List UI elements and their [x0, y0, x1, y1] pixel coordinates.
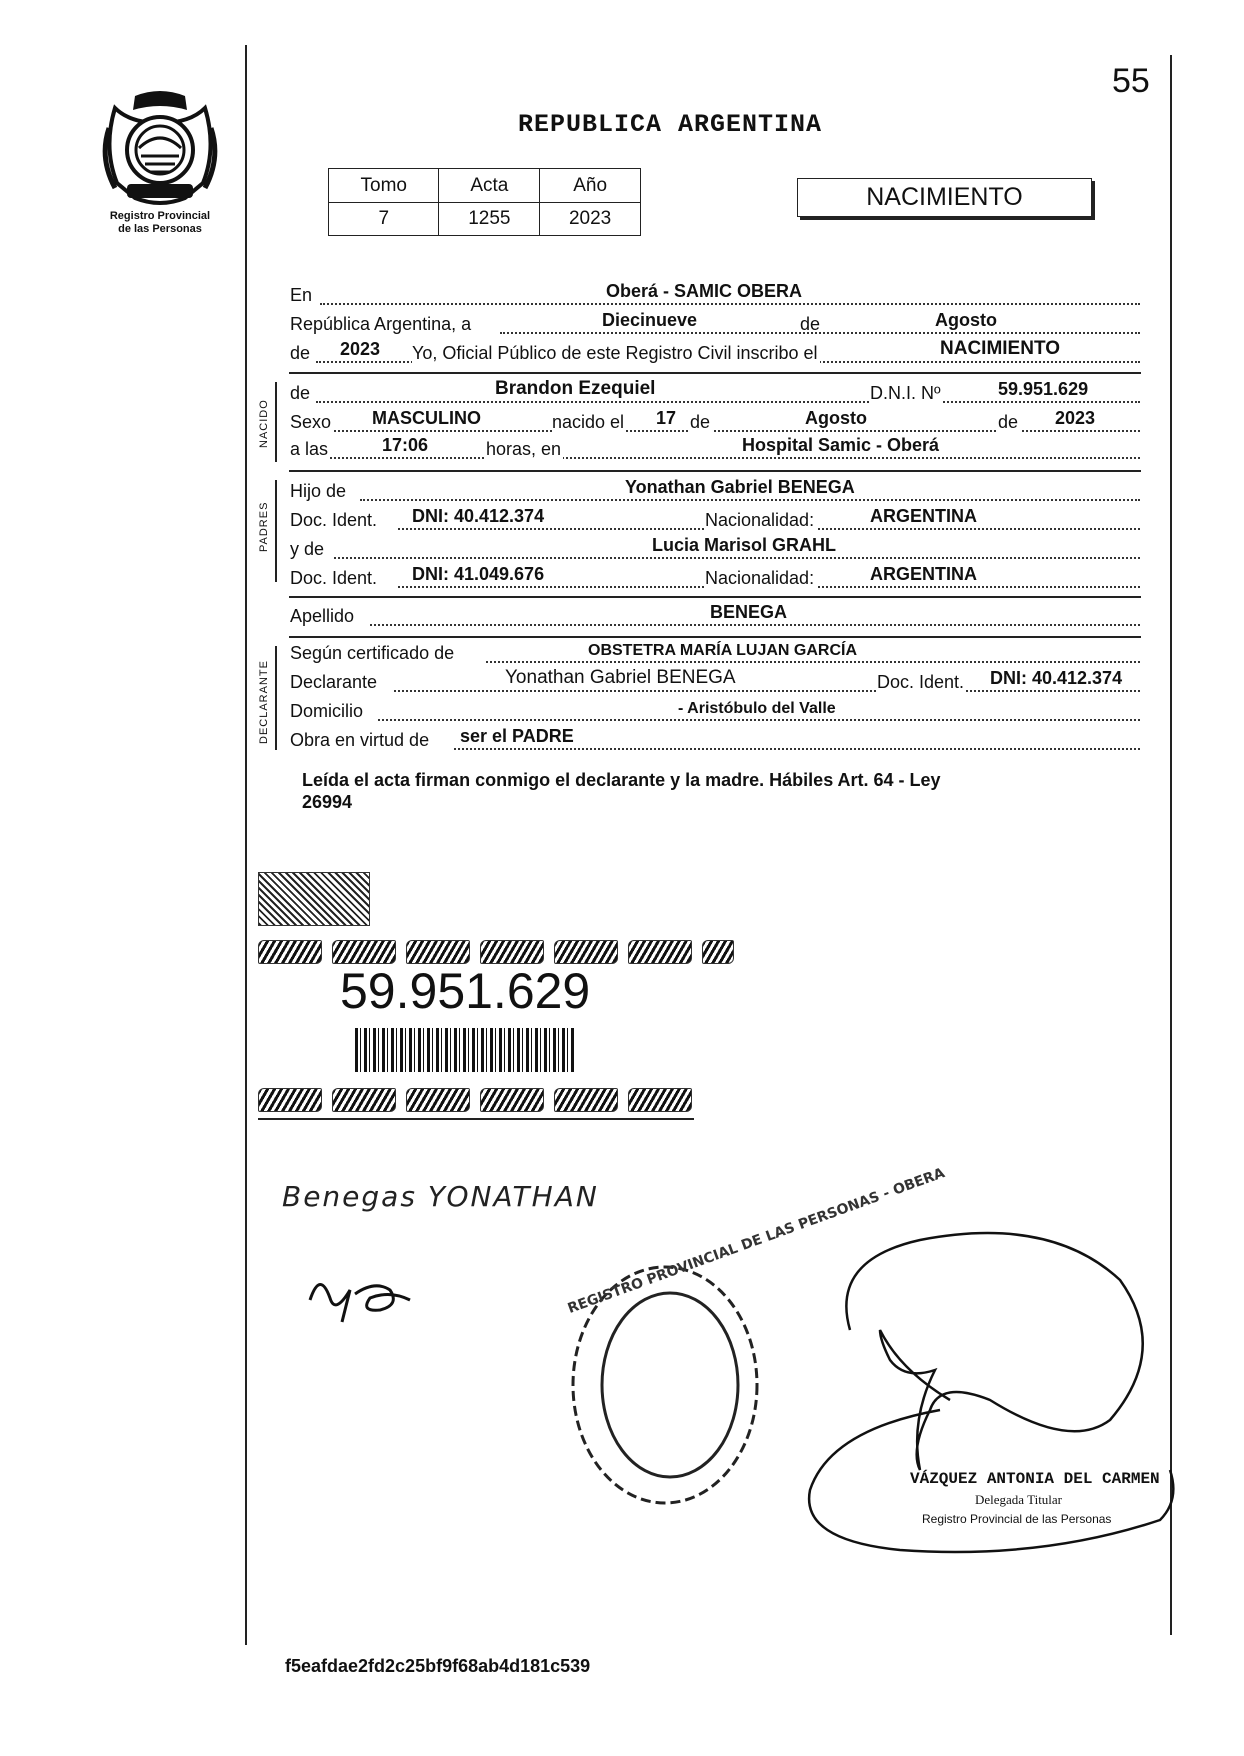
row-domicilio — [290, 698, 1140, 724]
left-margin-line — [245, 45, 247, 1645]
registry-seal — [95, 88, 225, 248]
section-divider-2 — [289, 470, 1141, 472]
value-apellido: BENEGA — [710, 602, 788, 622]
value-domicilio: - Aristóbulo del Valle — [678, 700, 836, 717]
row-father — [290, 478, 1140, 504]
table-value-anio: 2023 — [540, 203, 641, 236]
value-obra: ser el PADRE — [460, 726, 574, 746]
hologram-patch — [258, 872, 370, 926]
row-date — [290, 311, 1140, 337]
label-declarante: Declarante — [290, 672, 378, 692]
row-mother — [290, 536, 1140, 562]
label-declarante-doc: Doc. Ident. — [877, 672, 965, 692]
declarant-signature-icon — [300, 1260, 440, 1330]
label-a-las: a las — [290, 439, 329, 459]
label-horas-en: horas, en — [486, 439, 562, 459]
value-certificado: OBSTETRA MARÍA LUJAN GARCÍA — [588, 642, 858, 659]
table-header-tomo: Tomo — [329, 169, 439, 203]
row-mother-doc — [290, 565, 1140, 591]
label-dni: D.N.I. Nº — [870, 383, 941, 403]
label-obra: Obra en virtud de — [290, 730, 430, 750]
label-mother-nationality: Nacionalidad: — [705, 568, 815, 588]
document-title: REPUBLICA ARGENTINA — [518, 110, 823, 139]
registry-table — [328, 168, 641, 236]
row-certificado — [290, 640, 1140, 666]
row-declarante — [290, 669, 1140, 695]
section-divider-1 — [289, 372, 1141, 374]
label-father-doc: Doc. Ident. — [290, 510, 378, 530]
section-bracket-declarante — [275, 646, 277, 750]
sticker-baseline — [258, 1118, 694, 1120]
act-type-label: NACIMIENTO — [866, 183, 1023, 211]
label-birth-de-2: de — [998, 412, 1019, 432]
table-header-acta: Acta — [439, 169, 540, 203]
label-apellido: Apellido — [290, 606, 355, 626]
seal-caption-line2: de las Personas — [118, 223, 202, 235]
label-mother-doc: Doc. Ident. — [290, 568, 378, 588]
row-apellido — [290, 603, 1140, 629]
label-birth-de: de — [690, 412, 711, 432]
label-sexo: Sexo — [290, 412, 332, 432]
value-child-dni: 59.951.629 — [998, 379, 1089, 399]
label-nacido-de: de — [290, 383, 311, 403]
section-divider-3 — [289, 596, 1141, 598]
row-obra — [290, 727, 1140, 753]
official-title: Delegada Titular — [975, 1492, 1063, 1507]
value-mother-name: Lucia Marisol GRAHL — [652, 535, 837, 555]
value-father-nationality: ARGENTINA — [870, 506, 977, 526]
value-mother-nationality: ARGENTINA — [870, 564, 977, 584]
official-org: Registro Provincial de las Personas — [922, 1512, 1112, 1526]
value-time: 17:06 — [382, 435, 429, 455]
label-year-prefix: de — [290, 343, 311, 363]
value-inscribe: NACIMIENTO — [940, 338, 1060, 359]
value-place: Oberá - SAMIC OBERA — [606, 281, 803, 301]
handwritten-name: Benegas YONATHAN — [282, 1180, 599, 1213]
value-father-name: Yonathan Gabriel BENEGA — [625, 477, 855, 497]
row-inscribe — [290, 340, 1140, 366]
closing-line1: Leída el acta firman conmigo el declarante y la madre. Hábiles Art. 64 - Ley — [302, 770, 941, 790]
official-signature-icon — [790, 1220, 1180, 1560]
section-label-padres: PADRES — [258, 501, 270, 552]
value-month: Agosto — [935, 310, 997, 330]
label-y-de: y de — [290, 539, 325, 559]
row-time — [290, 436, 1140, 462]
value-year: 2023 — [340, 339, 381, 359]
value-birth-place: Hospital Samic - Oberá — [742, 435, 940, 455]
value-sexo: MASCULINO — [372, 408, 481, 428]
section-bracket-padres — [275, 480, 277, 582]
act-type-box — [797, 178, 1092, 217]
label-republica: República Argentina, a — [290, 314, 472, 334]
label-nacido-el: nacido el — [552, 412, 625, 432]
value-birth-month: Agosto — [805, 408, 867, 428]
label-father-nationality: Nacionalidad: — [705, 510, 815, 530]
security-stripe-bottom — [258, 1088, 692, 1114]
official-stamp-icon — [560, 1165, 947, 1515]
row-father-doc — [290, 507, 1140, 533]
coat-of-arms-icon — [95, 88, 225, 208]
value-child-name: Brandon Ezequiel — [495, 378, 656, 399]
stamp-text: REGISTRO PROVINCIAL DE LAS PERSONAS - OBERA — [565, 1165, 947, 1318]
seal-caption-line1: Registro Provincial — [109, 210, 211, 222]
value-declarante-name: Yonathan Gabriel BENEGA — [505, 667, 736, 688]
table-header-anio: Año — [540, 169, 641, 203]
label-inscribe: Yo, Oficial Público de este Registro Civil inscribo el — [412, 343, 818, 363]
page-number: 55 — [1112, 62, 1150, 100]
value-birth-year: 2023 — [1055, 408, 1096, 428]
table-value-tomo: 7 — [329, 203, 439, 236]
value-day-words: Diecinueve — [602, 310, 698, 330]
sticker-number: 59.951.629 — [340, 963, 591, 1019]
label-certificado: Según certificado de — [290, 643, 455, 663]
label-de: de — [800, 314, 821, 334]
barcode — [355, 1028, 575, 1072]
section-bracket-nacido — [275, 382, 277, 462]
label-hijo-de: Hijo de — [290, 481, 347, 501]
value-mother-doc: DNI: 41.049.676 — [412, 564, 545, 584]
document-hash: f5eafdae2fd2c25bf9f68ab4d181c539 — [285, 1656, 591, 1676]
value-father-doc: DNI: 40.412.374 — [412, 506, 545, 526]
section-label-declarante: DECLARANTE — [258, 660, 270, 744]
section-divider-4 — [289, 636, 1141, 638]
official-name: VÁZQUEZ ANTONIA DEL CARMEN — [910, 1470, 1160, 1488]
closing-line2: 26994 — [302, 792, 353, 812]
value-declarante-doc: DNI: 40.412.374 — [990, 668, 1123, 688]
value-birth-day: 17 — [656, 408, 677, 428]
label-domicilio: Domicilio — [290, 701, 364, 721]
section-label-nacido: NACIDO — [258, 399, 270, 448]
row-nacido-name — [290, 380, 1140, 406]
label-en: En — [290, 285, 313, 305]
row-place — [290, 282, 1140, 308]
table-value-acta: 1255 — [439, 203, 540, 236]
row-sexo — [290, 409, 1140, 435]
